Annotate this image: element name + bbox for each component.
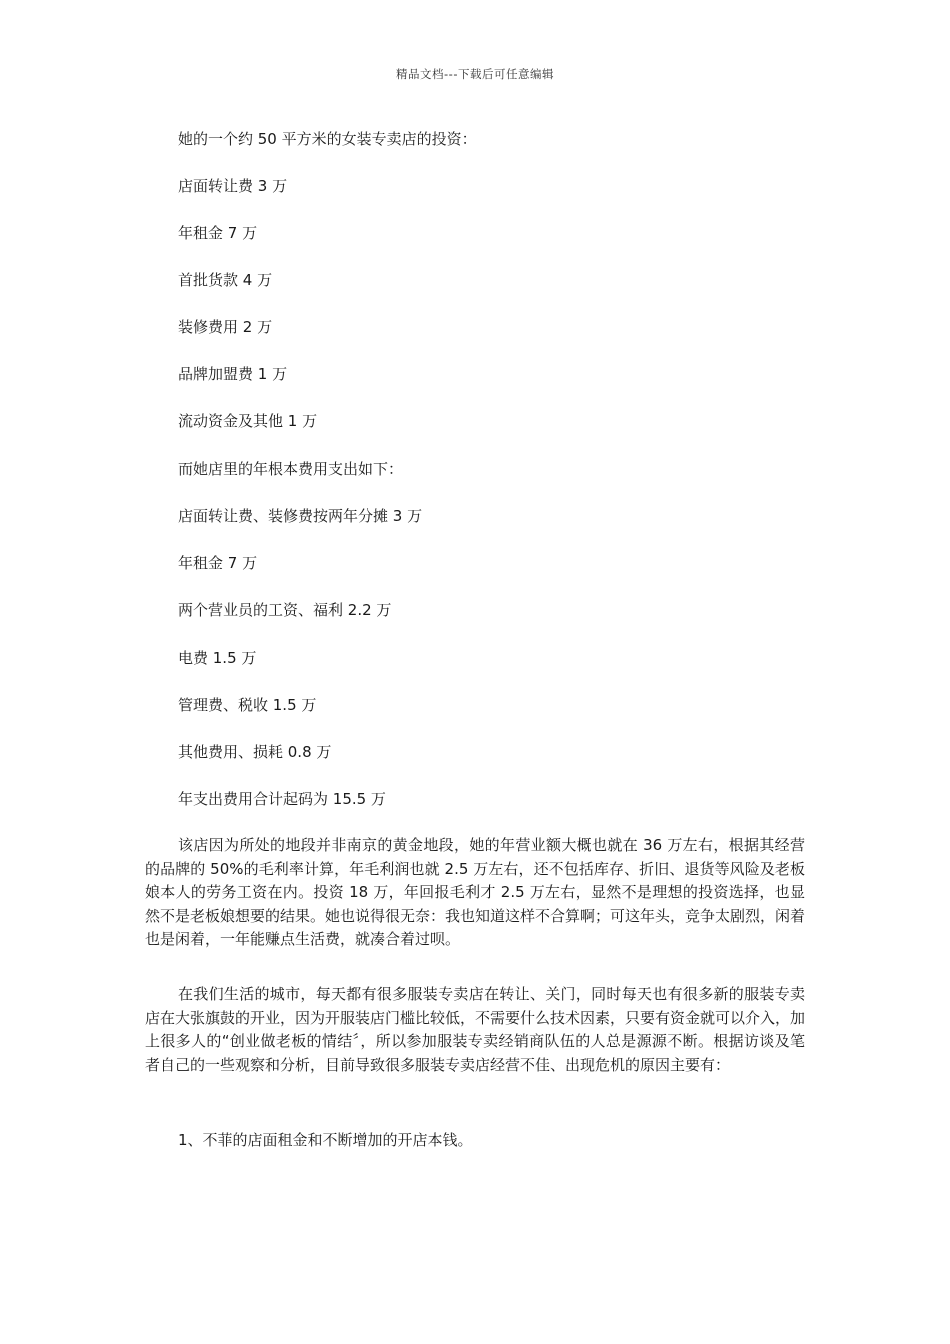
text-line: 品牌加盟费 1 万 [178, 365, 288, 383]
text-line: 而她店里的年根本费用支出如下： [178, 460, 404, 478]
text-line: 她的一个约 50 平方米的女装专卖店的投资： [178, 130, 477, 148]
text-line: 年租金 7 万 [178, 554, 258, 572]
page-header: 精品文档---下载后可任意编辑 [396, 67, 554, 81]
text-line: 管理费、税收 1.5 万 [178, 696, 317, 714]
body-paragraph: 该店因为所处的地段并非南京的黄金地段，她的年营业额大概也就在 36 万左右，根据其经营的品牌的 50%的毛利率计算，年毛利润也就 2.5 万左右，还不包括库存、折旧、退货等风险及老板娘本人的劳务工资在内。投资 18 万，年回报毛利才 2.5 万左右，显然不是理想的投资选择，也显然不是老板娘想要的结果。她也说得很无奈：我也知道这样不合算啊；可这年头，竞争太剧烈，闲着也是闲着，一年能赚点生活费，就凑合着过呗。 [145, 836, 806, 949]
text-line: 首批货款 4 万 [178, 271, 273, 289]
body-paragraph: 在我们生活的城市，每天都有很多服装专卖店在转让、关门，同时每天也有很多新的服装专卖店在大张旗鼓的开业，因为开服装店门槛比较低，不需要什么技术因素，只要有资金就可以介入，加上很多人的“创业做老板的情结〞，所以参加服装专卖经销商队伍的人总是源源不断。根据访谈及笔者自己的一些观察和分析，目前导致很多服装专卖店经营不佳、出现危机的原因主要有： [145, 985, 806, 1074]
text-line: 流动资金及其他 1 万 [178, 412, 318, 430]
text-line: 电费 1.5 万 [178, 649, 257, 667]
list-item: 1、不菲的店面租金和不断增加的开店本钱。 [178, 1131, 473, 1149]
text-line: 店面转让费、装修费按两年分摊 3 万 [178, 507, 423, 525]
text-line: 年支出费用合计起码为 15.5 万 [178, 790, 386, 808]
text-line: 年租金 7 万 [178, 224, 258, 242]
text-line: 店面转让费 3 万 [178, 177, 288, 195]
text-line: 其他费用、损耗 0.8 万 [178, 743, 332, 761]
text-line: 装修费用 2 万 [178, 318, 273, 336]
text-line: 两个营业员的工资、福利 2.2 万 [178, 601, 392, 619]
